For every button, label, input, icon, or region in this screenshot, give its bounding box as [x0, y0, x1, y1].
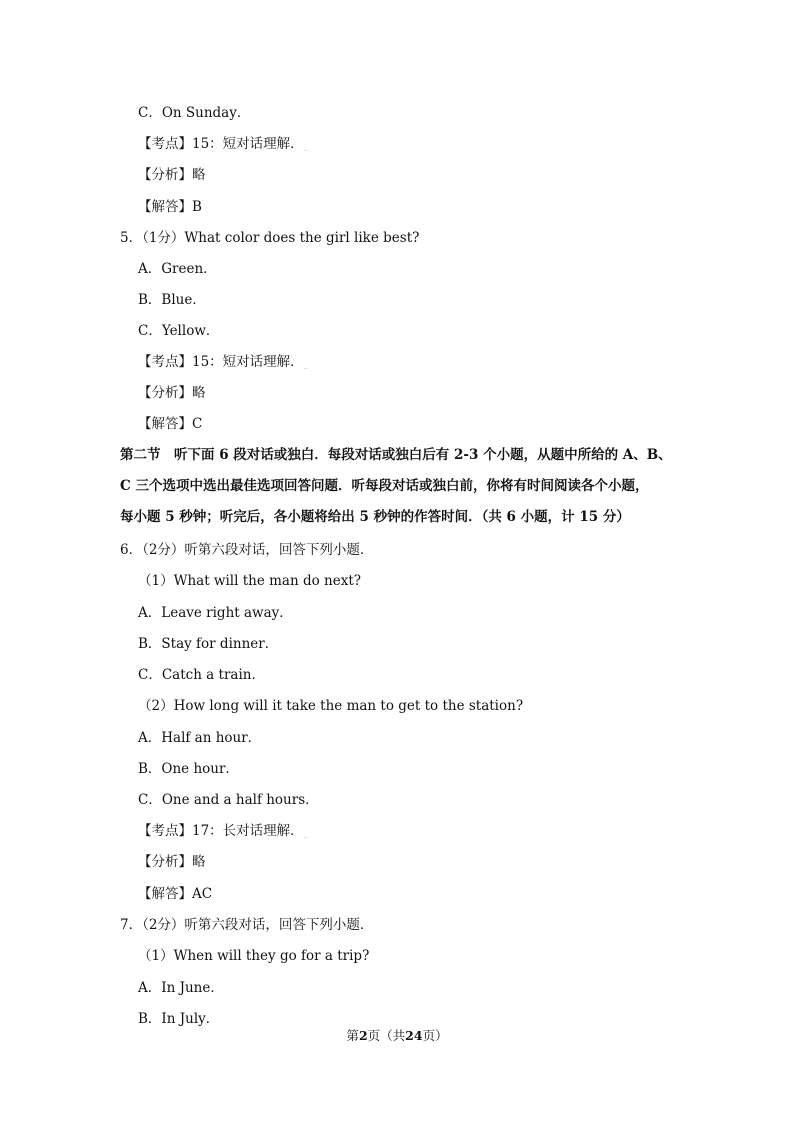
option-a: A．In June．: [138, 980, 224, 996]
section-line: 每小题 5 秒钟；听完后，各小题将给出 5 秒钟的作答时间．（共 6 小题，计 15 分）: [120, 509, 630, 525]
section-instructions: [120, 440, 680, 533]
jieda-label: 【解答】AC: [138, 886, 213, 902]
option-c: C．Catch a train．: [138, 667, 265, 683]
footer-suffix: 页）: [422, 1028, 448, 1043]
sub-question: （1）When will they go for a trip?: [138, 948, 370, 964]
option-a: A．Leave right away．: [138, 605, 293, 621]
sub-question: （1）What will the man do next?: [138, 573, 361, 589]
kaodian-label: 【考点】15：短对话理解．_: [138, 354, 309, 370]
option-c: C．Yellow．: [138, 323, 220, 339]
option-b: B．Blue．: [138, 292, 206, 308]
fenxi-label: 【分析】略: [138, 385, 206, 401]
option-c: C．On Sunday．: [138, 105, 251, 121]
total-pages: 24: [405, 1028, 423, 1043]
jieda-label: 【解答】B: [138, 199, 202, 215]
footer-middle: 页（共: [367, 1028, 406, 1043]
question-5: 5．（1分）What color does the girl like best?: [120, 230, 420, 246]
option-b: B．One hour．: [138, 761, 239, 777]
kaodian-label: 【考点】15：短对话理解．_: [138, 136, 309, 152]
option-a: A．Half an hour．: [138, 730, 262, 746]
option-b: B．In July．: [138, 1011, 220, 1027]
sub-question: （2）How long will it take the man to get to the station?: [138, 698, 524, 714]
fenxi-label: 【分析】略: [138, 854, 206, 870]
option-b: B．Stay for dinner．: [138, 636, 279, 652]
page-footer: [0, 1027, 794, 1045]
option-c: C．One and a half hours．: [138, 792, 319, 808]
fenxi-label: 【分析】略: [138, 167, 206, 183]
question-7: 7．（2分）听第六段对话，回答下列小题．: [120, 917, 374, 933]
option-a: A．Green．: [138, 261, 217, 277]
jieda-label: 【解答】C: [138, 416, 203, 432]
section-line: C 三个选项中选出最佳选项回答问题．听每段对话或独白前，你将有时间阅读各个小题，: [120, 478, 649, 494]
question-6: 6．（2分）听第六段对话，回答下列小题．: [120, 542, 374, 558]
footer-prefix: 第: [346, 1028, 359, 1043]
kaodian-label: 【考点】17：长对话理解．_: [138, 823, 309, 839]
section-line: 第二节 听下面 6 段对话或独白．每段对话或独白后有 2-3 个小题，从题中所给的 A、B、: [120, 447, 672, 463]
page-number: 2: [358, 1028, 368, 1043]
